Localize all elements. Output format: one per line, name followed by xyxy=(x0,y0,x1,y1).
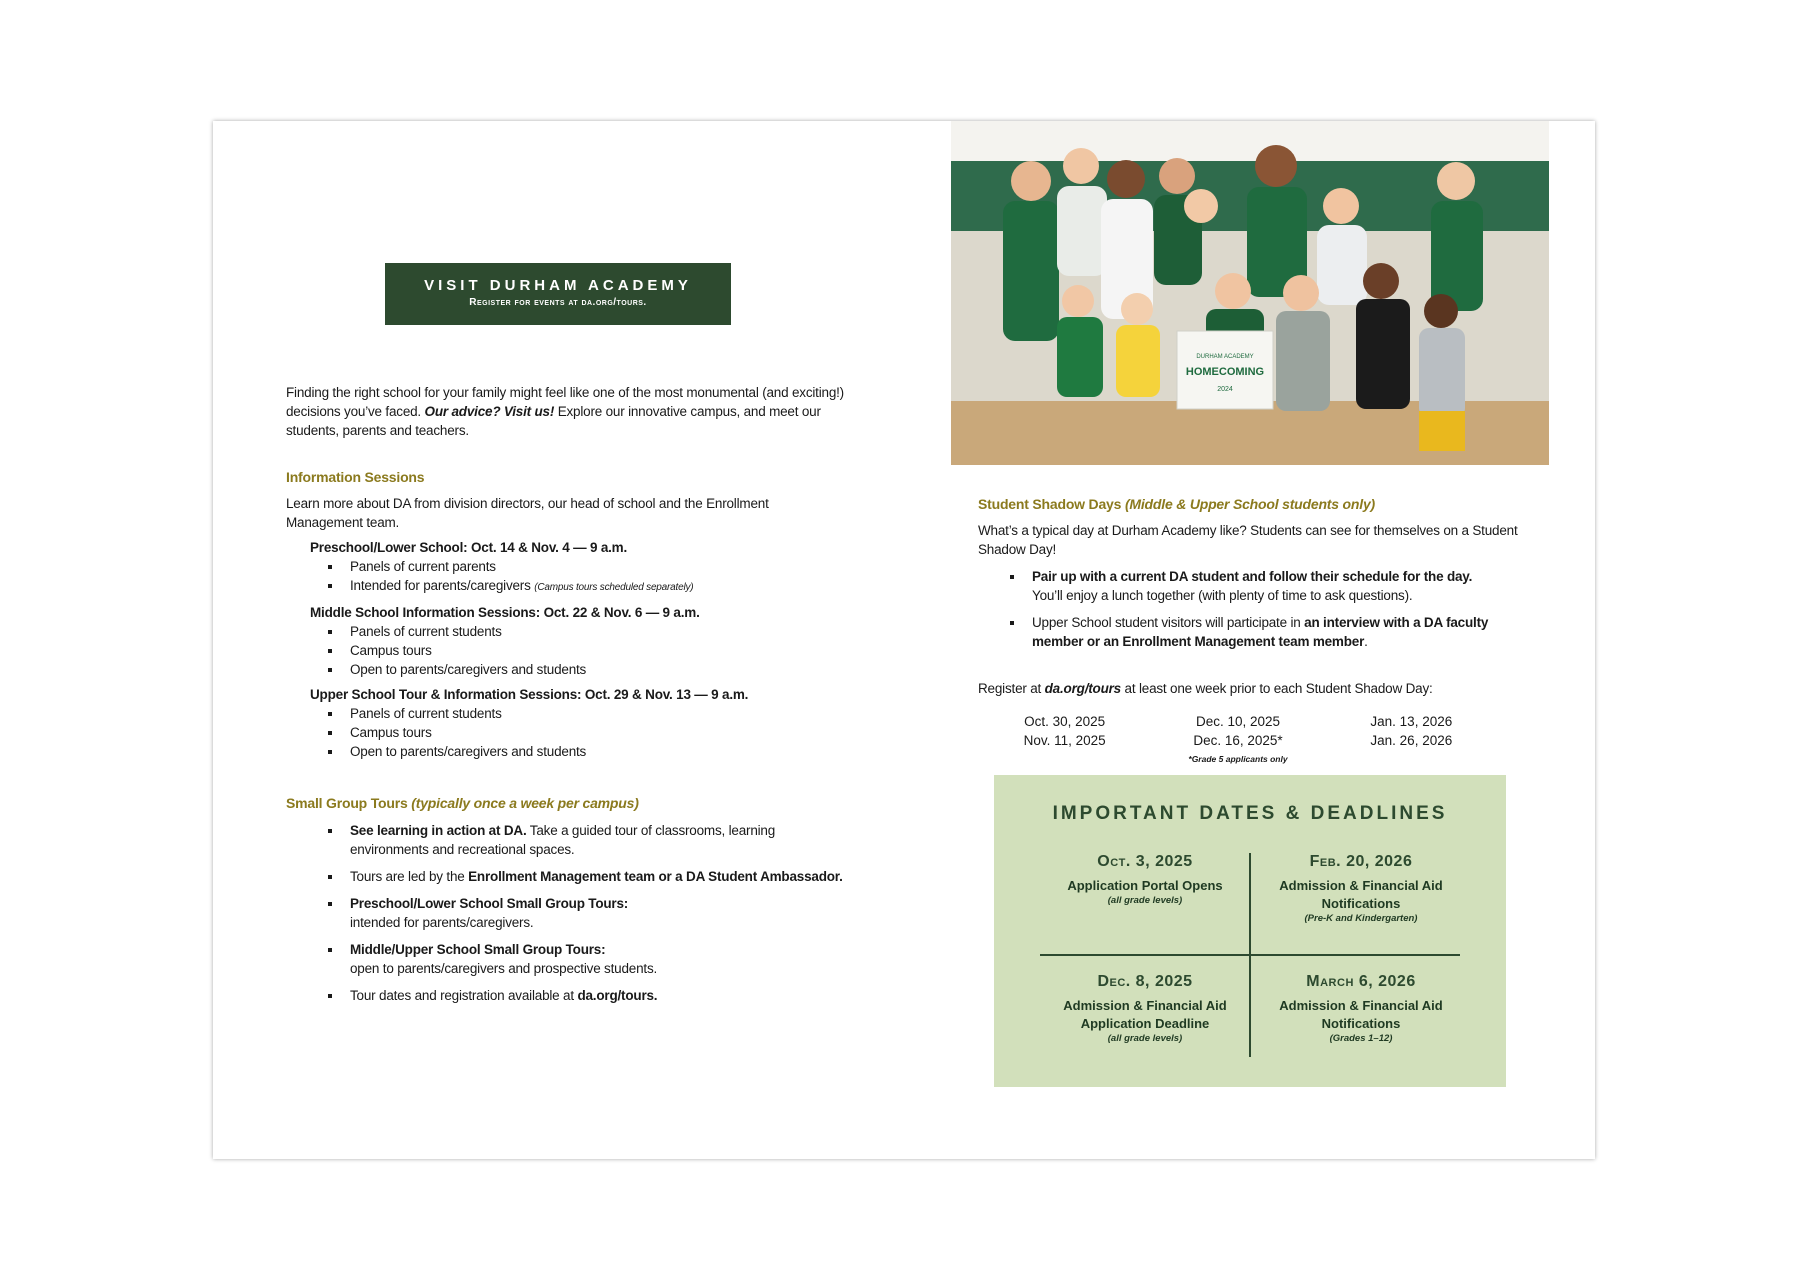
photo-illustration xyxy=(951,121,1549,465)
info-description: Learn more about DA from division directors, our head of school and the Enrollment Management team. xyxy=(286,496,769,530)
shadow-description: What’s a typical day at Durham Academy like? Students can see for themselves on a Student Shadow Day! xyxy=(978,523,1518,557)
svg-text:HOMECOMING: HOMECOMING xyxy=(1185,366,1265,378)
shadow-heading: Student Shadow Days (Middle & Upper School students only) xyxy=(978,496,1375,512)
shadow-date: Jan. 13, 2026 xyxy=(1370,714,1453,729)
deadline-note: (all grade levels) xyxy=(1107,1033,1183,1044)
small-heading: Small Group Tours (typically once a week per campus) xyxy=(286,795,639,811)
visit-banner xyxy=(385,263,731,325)
list-item: Pair up with a current DA student and follow their schedule for the day. You’ll enjoy a lunch together (with plenty of time to ask questions). xyxy=(1032,567,1538,605)
intro-advice: Our advice? Visit us! xyxy=(424,404,555,419)
banner-subtitle: Register for events at da.org/tours. xyxy=(469,297,647,308)
shadow-date: Jan. 26, 2026 xyxy=(1370,733,1453,748)
svg-text:2024: 2024 xyxy=(1217,386,1233,393)
shadow-date: Nov. 11, 2025 xyxy=(1023,733,1106,748)
shadow-date: Dec. 10, 2025 xyxy=(1195,714,1281,729)
list-item: Open to parents/caregivers and students xyxy=(350,742,846,761)
deadline-note: (Pre-K and Kindergarten) xyxy=(1304,913,1418,924)
shadow-register-link[interactable]: da.org/tours xyxy=(1044,681,1121,696)
svg-text:DURHAM ACADEMY: DURHAM ACADEMY xyxy=(1196,354,1254,360)
info-group-title: Preschool/Lower School: Oct. 14 & Nov. 4 — 9 a.m. xyxy=(310,540,628,555)
shadow-list xyxy=(978,567,1538,651)
info-group-list xyxy=(286,704,846,761)
students-group-photo xyxy=(951,121,1549,465)
dates-row xyxy=(978,712,1498,731)
deadline-label: Application Portal Opens xyxy=(1067,878,1223,893)
list-item: See learning in action at DA. Take a guided tour of classrooms, learning environments and recreational spaces. xyxy=(350,821,846,859)
deadline-note: (Grades 1–12) xyxy=(1329,1033,1393,1044)
info-group-list xyxy=(286,557,846,597)
deadline-note: (all grade levels) xyxy=(1107,895,1183,906)
shadow-date: Dec. 16, 2025* xyxy=(1193,733,1283,748)
deadline-label: Admission & Financial Aid Notifications xyxy=(1279,998,1443,1031)
shadow-date: Oct. 30, 2025 xyxy=(1024,714,1106,729)
info-group-title: Middle School Information Sessions: Oct. 22 & Nov. 6 — 9 a.m. xyxy=(310,605,700,620)
deadline-date: Feb. 20, 2026 xyxy=(1309,853,1413,870)
deadline-label: Admission & Financial Aid Notifications xyxy=(1279,878,1443,911)
dates-footnote: *Grade 5 applicants only xyxy=(1188,754,1288,764)
deadline-cell xyxy=(1040,853,1250,906)
tours-link[interactable]: da.org/tours. xyxy=(577,988,658,1003)
list-item: Panels of current students xyxy=(350,704,846,723)
information-sessions xyxy=(286,468,846,761)
list-item: Intended for parents/caregivers (Campus tours scheduled separately) xyxy=(350,576,846,597)
deadline-cell xyxy=(1256,973,1466,1044)
divider-horizontal xyxy=(1040,954,1460,956)
deadline-date: Dec. 8, 2025 xyxy=(1097,973,1193,990)
small-heading-note: (typically once a week per campus) xyxy=(411,795,639,811)
deadline-date: March 6, 2026 xyxy=(1306,973,1416,990)
info-heading: Information Sessions xyxy=(286,469,425,485)
shadow-dates xyxy=(978,712,1498,769)
brochure-spread xyxy=(213,121,1595,1159)
banner-title: VISIT DURHAM ACADEMY xyxy=(424,277,692,294)
shadow-register: Register at da.org/tours at least one week prior to each Student Shadow Day: xyxy=(978,681,1433,696)
list-item: Tours are led by the Enrollment Management team or a DA Student Ambassador. xyxy=(350,867,846,886)
list-item: Middle/Upper School Small Group Tours: open to parents/caregivers and prospective students. xyxy=(350,940,846,978)
small-tours-list xyxy=(286,821,846,1005)
deadline-cell xyxy=(1256,853,1466,924)
list-item: Campus tours xyxy=(350,723,846,742)
student-shadow-days xyxy=(978,495,1538,698)
list-item: Campus tours xyxy=(350,641,846,660)
important-title: IMPORTANT DATES & DEADLINES xyxy=(1052,803,1448,824)
deadline-date: Oct. 3, 2025 xyxy=(1097,853,1193,870)
campus-tours-note: (Campus tours scheduled separately) xyxy=(534,582,694,593)
list-item: Panels of current parents xyxy=(350,557,846,576)
info-group-list xyxy=(286,622,846,679)
list-item: Tour dates and registration available at da.org/tours. xyxy=(350,986,846,1005)
shadow-heading-note: (Middle & Upper School students only) xyxy=(1124,496,1375,512)
small-group-tours xyxy=(286,794,846,1013)
deadline-cell xyxy=(1040,973,1250,1044)
dates-row xyxy=(978,731,1498,750)
info-group-title: Upper School Tour & Information Sessions: Oct. 29 & Nov. 13 — 9 a.m. xyxy=(310,687,749,702)
list-item: Preschool/Lower School Small Group Tours: intended for parents/caregivers. xyxy=(350,894,846,932)
homecoming-flag xyxy=(1177,331,1273,409)
deadline-label: Admission & Financial Aid Application Deadline xyxy=(1063,998,1227,1031)
list-item: Upper School student visitors will participate in an interview with a DA faculty member or an Enrollment Management team member. xyxy=(1032,613,1538,651)
list-item: Panels of current students xyxy=(350,622,846,641)
important-dates-box xyxy=(994,775,1506,1087)
list-item: Open to parents/caregivers and students xyxy=(350,660,846,679)
intro-paragraph: Finding the right school for your family might feel like one of the most monumental (and exciting!) decisions you’ve faced. Our advice? Visit us! Explore our innovative campus, and meet our students, parents and teachers. xyxy=(286,385,844,438)
